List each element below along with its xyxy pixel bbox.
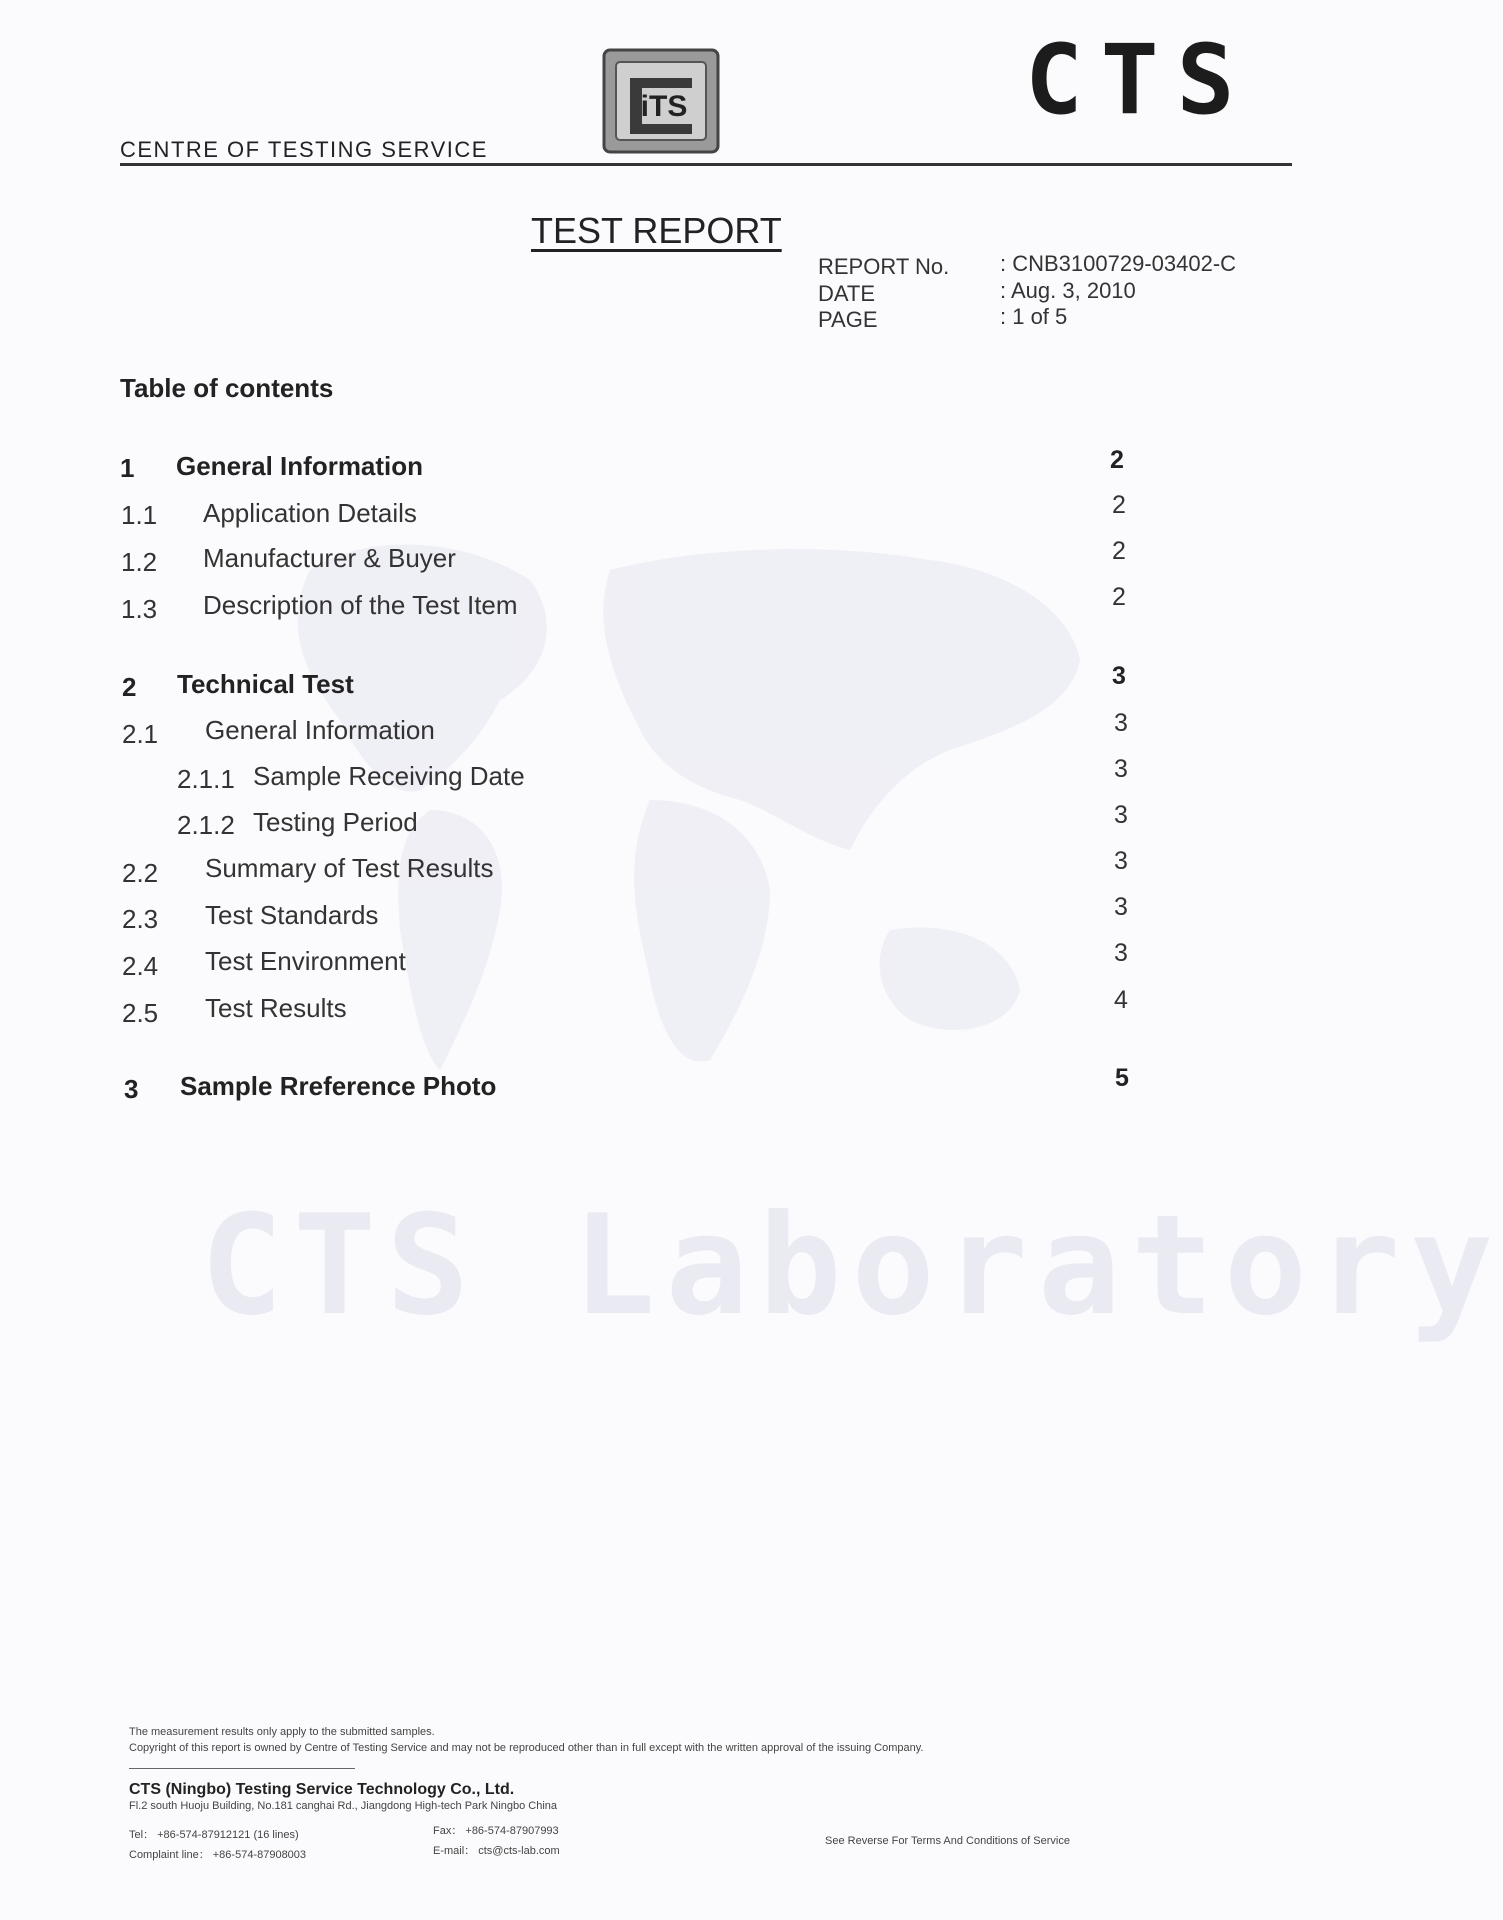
toc-item-number: 2.2 <box>122 858 159 888</box>
its-logo <box>602 48 720 154</box>
toc-item-page: 4 <box>1114 986 1128 1014</box>
toc-item-number: 2.3 <box>122 904 159 934</box>
toc-section-title: General Information <box>176 451 424 481</box>
toc-item-title: Sample Receiving Date <box>253 761 525 791</box>
report-title: TEST REPORT <box>531 210 782 251</box>
footer-terms: See Reverse For Terms And Conditions of Service <box>825 1835 1070 1847</box>
report-no-value: : CNB3100729-03402-C <box>1000 251 1237 276</box>
header-divider <box>120 163 1292 166</box>
toc-section-page: 3 <box>1112 662 1126 690</box>
toc-item-number: 2.5 <box>122 998 159 1028</box>
watermark-text: CTS Laboratory <box>200 1185 1503 1346</box>
toc-item-page: 3 <box>1114 755 1128 783</box>
toc-item-page: 2 <box>1112 491 1126 519</box>
footer-note-2: Copyright of this report is owned by Centre of Testing Service and may not be reproduced other than in full except with the written approval of the issuing Company. <box>129 1742 924 1754</box>
toc-item-page: 2 <box>1112 583 1126 611</box>
footer-email: E-mail： cts@cts-lab.com <box>433 1845 560 1857</box>
toc-item-number: 1.2 <box>121 547 158 577</box>
toc-section-number: 2 <box>122 672 137 702</box>
toc-item-page: 3 <box>1114 893 1128 921</box>
toc-section-number: 1 <box>120 453 135 483</box>
toc-item-page: 2 <box>1112 537 1126 565</box>
toc-item-number: 2.1 <box>122 719 159 749</box>
toc-section-page: 2 <box>1110 446 1124 474</box>
toc-item-page: 3 <box>1114 709 1128 737</box>
footer-company: CTS (Ningbo) Testing Service Technology Co., Ltd. <box>129 1781 515 1798</box>
report-no-label: REPORT No. <box>818 254 950 279</box>
toc-item-title: Test Results <box>205 993 347 1023</box>
world-map-watermark <box>250 510 1150 1290</box>
toc-item-title: Manufacturer & Buyer <box>203 543 456 573</box>
toc-section-page: 5 <box>1115 1064 1129 1092</box>
page-value: : 1 of 5 <box>1000 304 1068 329</box>
its-logo-text: iTS <box>640 90 688 123</box>
footer-note-1: The measurement results only apply to the submitted samples. <box>129 1726 435 1738</box>
toc-item-title: Description of the Test Item <box>203 590 518 620</box>
footer-tel: Tel： +86-574-87912121 (16 lines) <box>129 1829 299 1841</box>
toc-item-number: 2.1.1 <box>177 764 235 794</box>
toc-item-number: 1.3 <box>121 594 158 624</box>
toc-section-title: Technical Test <box>177 669 354 699</box>
footer-divider <box>129 1768 355 1769</box>
cts-logo: CTS <box>1025 24 1253 136</box>
toc-item-page: 3 <box>1114 939 1128 967</box>
date-value: : Aug. 3, 2010 <box>1000 278 1136 303</box>
toc-item-title: Application Details <box>203 498 417 528</box>
toc-item-page: 3 <box>1114 801 1128 829</box>
page-label: PAGE <box>818 307 878 332</box>
toc-item-page: 3 <box>1114 847 1128 875</box>
date-label: DATE <box>818 281 876 306</box>
centre-name: CENTRE OF TESTING SERVICE <box>120 137 488 162</box>
toc-item-title: Test Environment <box>205 946 406 976</box>
toc-section-title: Sample Rreference Photo <box>180 1071 497 1101</box>
toc-item-title: Testing Period <box>253 807 418 837</box>
toc-section-number: 3 <box>124 1074 139 1104</box>
toc-item-number: 2.4 <box>122 951 159 981</box>
toc-item-number: 1.1 <box>121 500 158 530</box>
toc-item-title: Summary of Test Results <box>205 853 494 883</box>
footer-complaint: Complaint line： +86-574-87908003 <box>129 1849 307 1861</box>
footer-fax: Fax： +86-574-87907993 <box>433 1825 559 1837</box>
footer-address: Fl.2 south Huoju Building, No.181 canghai Rd., Jiangdong High-tech Park Ningbo China <box>129 1800 558 1812</box>
toc-heading: Table of contents <box>120 373 334 403</box>
toc-item-title: General Information <box>205 715 435 745</box>
toc-item-title: Test Standards <box>205 900 379 930</box>
toc-item-number: 2.1.2 <box>177 810 235 840</box>
